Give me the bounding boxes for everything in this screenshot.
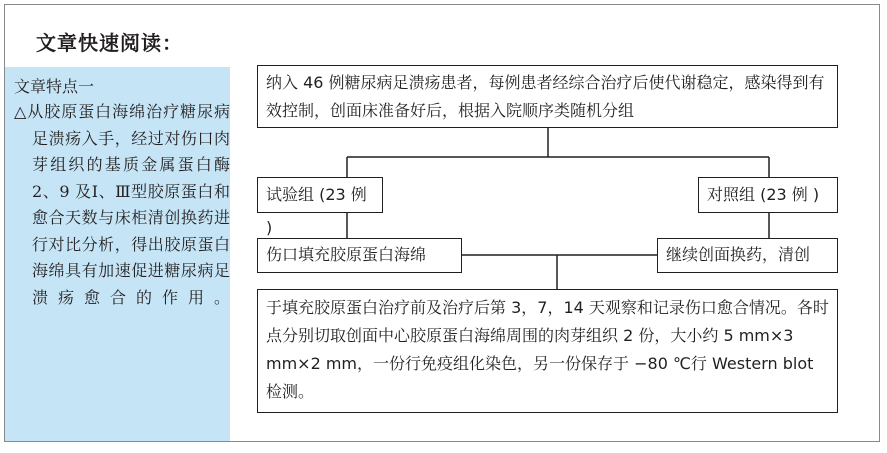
control-treatment-box — [657, 238, 838, 273]
control-group-box — [698, 177, 838, 213]
control-group-label: 对照组 (23 例 ) — [707, 185, 820, 204]
observation-box — [257, 289, 838, 413]
enroll-box — [257, 65, 838, 128]
test-treatment-label: 伤口填充胶原蛋白海绵 — [266, 245, 427, 264]
feature-title: 文章特点一 — [14, 77, 95, 96]
enroll-text: 纳入 46 例糖尿病足溃疡患者，每例患者经综合治疗后使代谢稳定，感染得到有效控制，创面床准备好后，根据入院顺序类随机分组 — [266, 73, 825, 120]
feature-text: △从胶原蛋白海绵治疗糖尿病足溃疡入手，经过对伤口肉芽组织的基质金属蛋白酶 2、9 及Ⅰ、Ⅲ型胶原蛋白和愈合天数与床柜清创换药进行对比分析，得出胶原蛋白海绵具有加速促进糖尿病足溃疡愈合的作用。 — [14, 102, 230, 307]
observation-text: 于填充胶原蛋白治疗前及治疗后第 3，7，14 天观察和记录伤口愈合情况。各时点分别切取创面中心胶原蛋白海绵周围的肉芽组织 2 份，大小约 5 mm×3 mm×2 mm，一份行免疫组化染色，另一份保存于 −80 ℃行 Western blot 检测。 — [266, 298, 829, 401]
test-group-label: 试验组 (23 例 ) — [266, 185, 367, 237]
test-treatment-box — [257, 238, 462, 273]
test-group-box — [257, 177, 383, 237]
page-title: 文章快速阅读： — [36, 31, 183, 55]
control-treatment-label: 继续创面换药，清创 — [666, 245, 811, 264]
